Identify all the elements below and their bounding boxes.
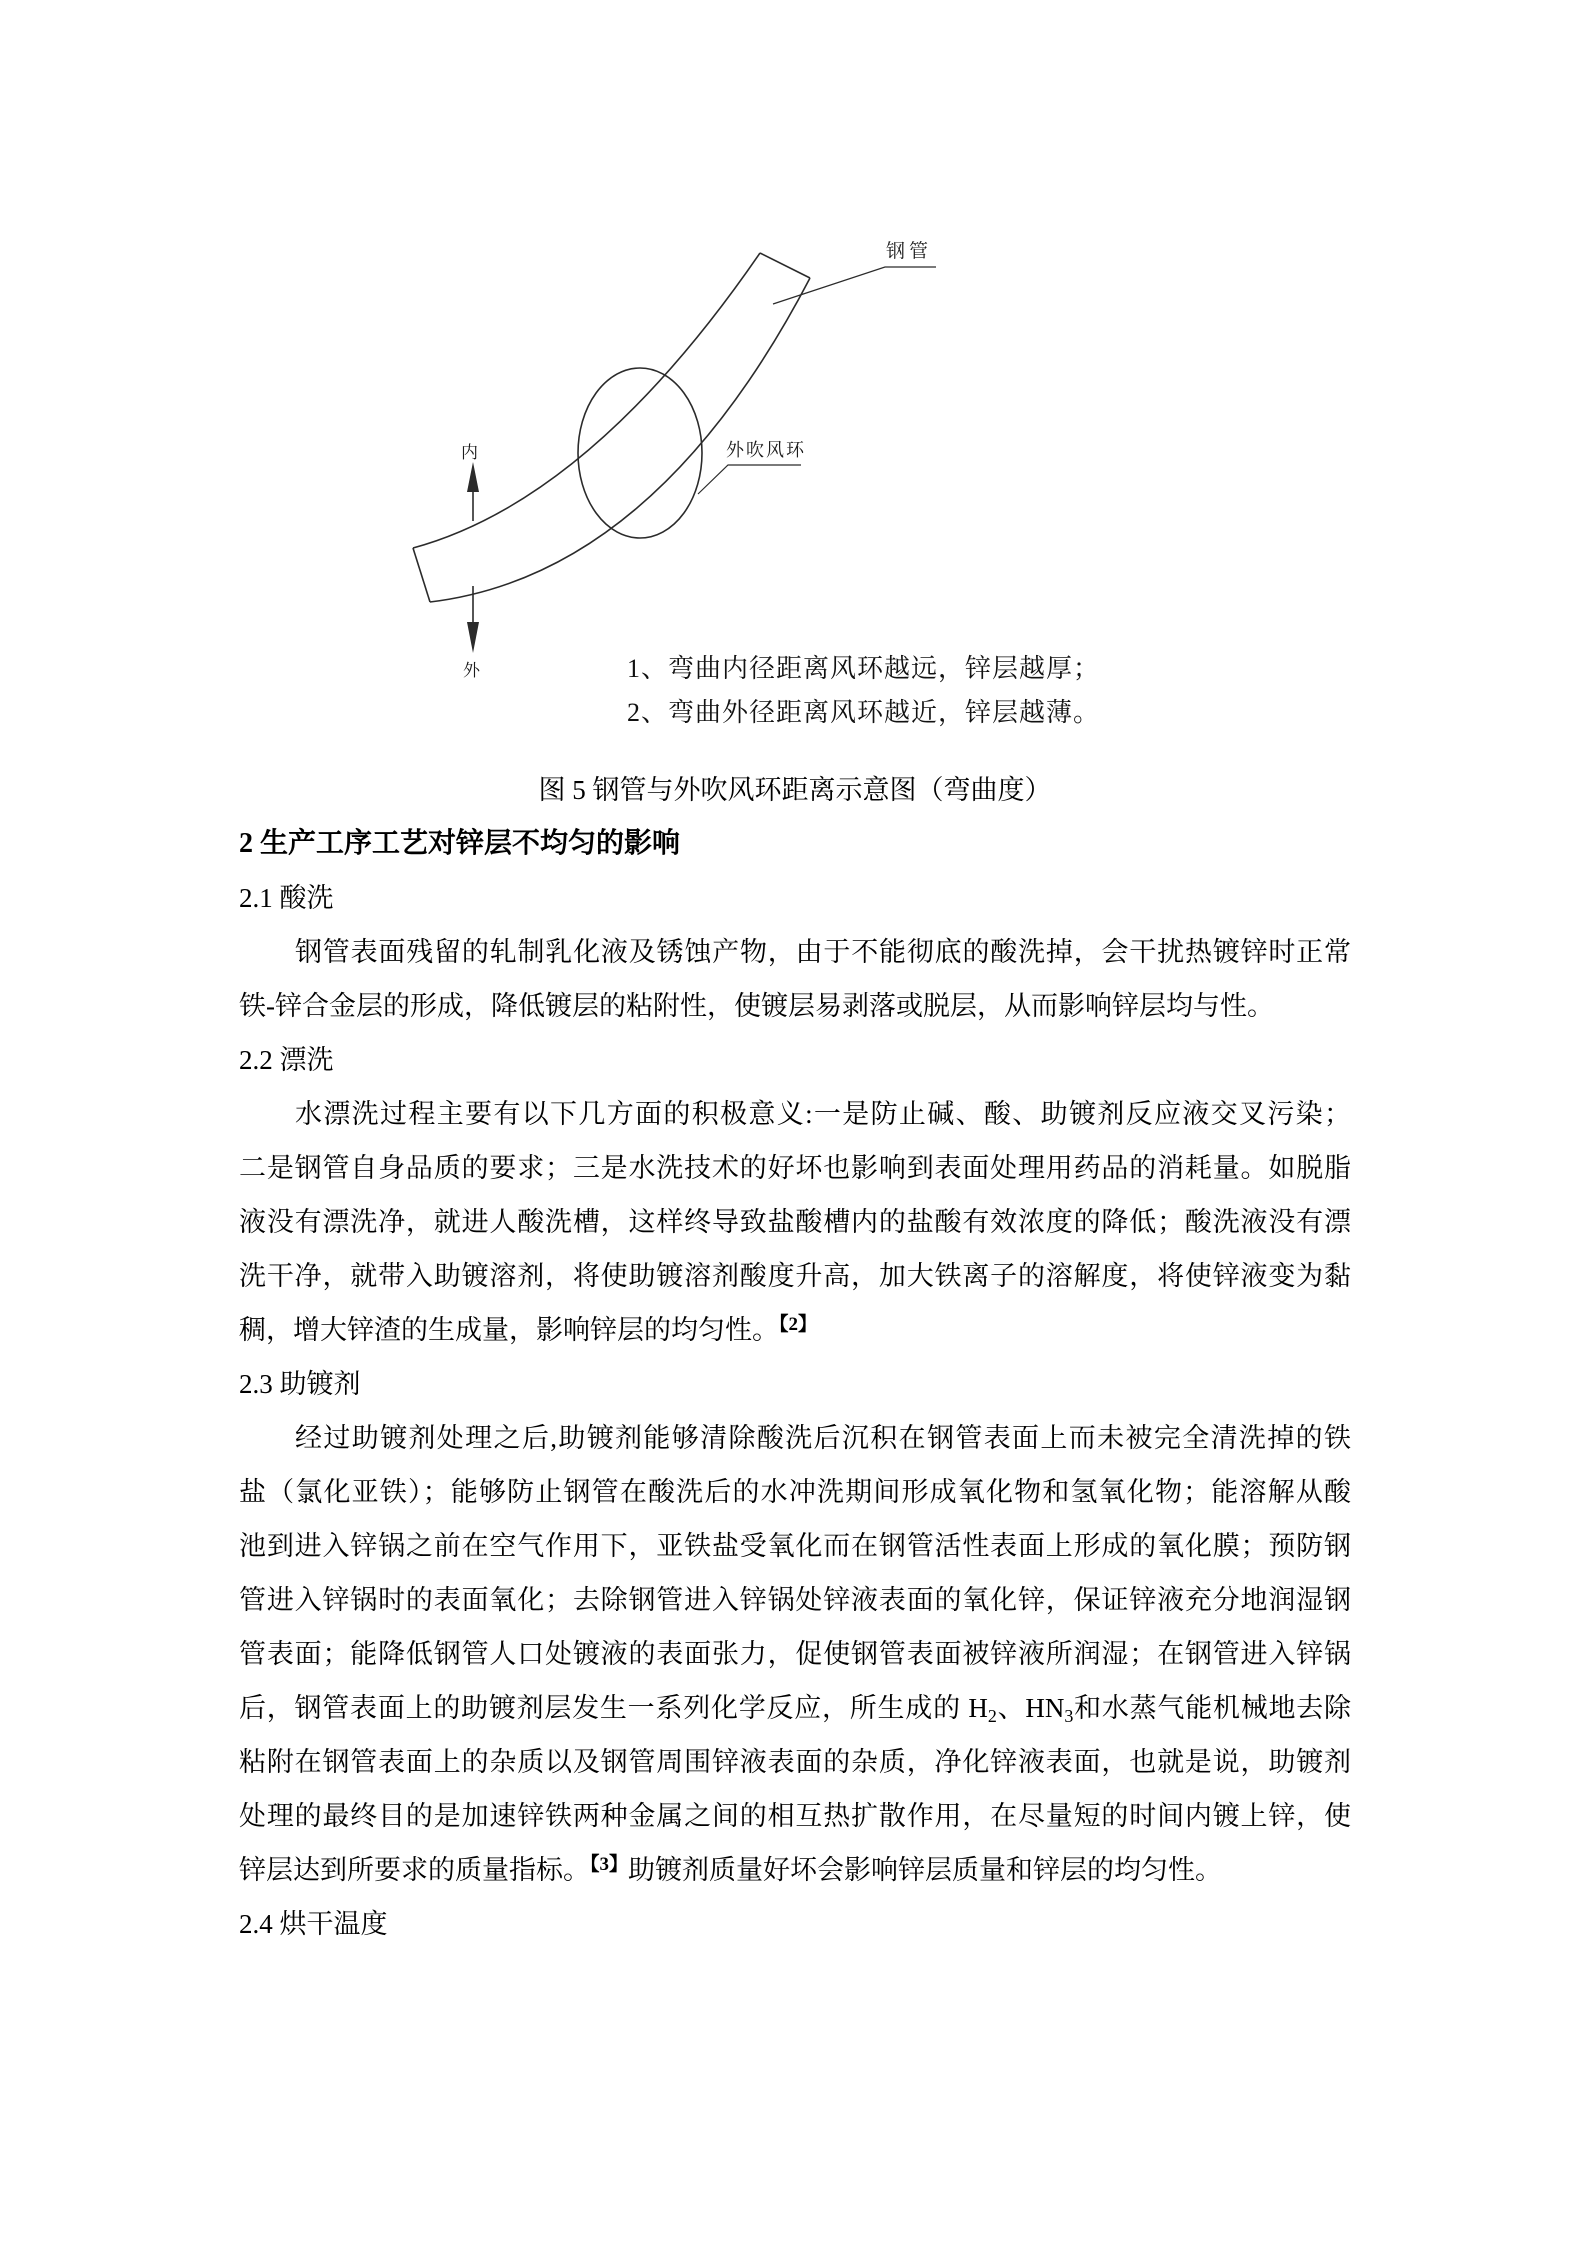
- air-ring-ellipse: [578, 368, 702, 538]
- figure-caption: 图 5 钢管与外吹风环距离示意图（弯曲度）: [538, 775, 1052, 805]
- pipe-label: 钢管: [886, 241, 933, 262]
- inner-side-label: 内: [461, 443, 478, 462]
- hn3-subscript: 3: [1064, 1706, 1074, 1726]
- h2-subscript: 2: [987, 1706, 997, 1726]
- text-block: [239, 763, 1351, 1951]
- paragraph-text: 助镀剂质量好坏会影响锌层质量和锌层的均匀性。: [628, 1855, 1223, 1885]
- figure-note-1: 1、弯曲内径距离风环越远，锌层越厚；: [627, 654, 1101, 683]
- paragraph-line: 管表面；能降低钢管人口处镀液的表面张力，促使钢管表面被锌液所润湿；在钢管进入锌锅: [239, 1639, 1351, 1669]
- subsection-title-2-4: 2.4 烘干温度: [239, 1909, 388, 1939]
- paragraph-text: 和水蒸气能机械地去除: [1073, 1693, 1351, 1723]
- paragraph-text: 后，钢管表面上的助镀剂层发生一系列化学反应，所生成的 H: [239, 1693, 988, 1723]
- paragraph-line: 池到进入锌锅之前在空气作用下，亚铁盐受氧化而在钢管活性表面上形成的氧化膜；预防钢: [239, 1531, 1351, 1561]
- inner-arrowhead-icon: [467, 462, 479, 492]
- paragraph-line: 液没有漂洗净，就进人酸洗槽，这样终导致盐酸槽内的盐酸有效浓度的降低；酸洗液没有漂: [239, 1207, 1351, 1237]
- ring-leader-line: [698, 465, 801, 494]
- paragraph-line-chemistry: [239, 1681, 1351, 1735]
- outer-arrowhead-icon: [467, 622, 479, 653]
- citation-ref-2: 【2】: [779, 1314, 818, 1335]
- paragraph-line: 钢管表面残留的轧制乳化液及锈蚀产物，由于不能彻底的酸洗掉，会干扰热镀锌时正常: [295, 937, 1351, 967]
- subsection-title-2-1: 2.1 酸洗: [239, 883, 334, 913]
- subsection-title-2-3: 2.3 助镀剂: [239, 1369, 361, 1399]
- paragraph-line: 二是钢管自身品质的要求；三是水洗技术的好坏也影响到表面处理用药品的消耗量。如脱脂: [239, 1153, 1351, 1183]
- paragraph-text: 锌层达到所要求的质量指标。: [239, 1855, 590, 1885]
- air-ring-label: 外吹风环: [726, 440, 806, 460]
- paragraph-text: 、HN: [996, 1693, 1065, 1723]
- pipe-top-edge: [413, 253, 760, 548]
- paragraph-line: 水漂洗过程主要有以下几方面的积极意义:一是防止碱、酸、助镀剂反应液交叉污染；: [295, 1099, 1351, 1129]
- paragraph-text: 稠，增大锌渣的生成量，影响锌层的均匀性。: [239, 1315, 779, 1345]
- pipe-right-endcap: [760, 253, 810, 278]
- paragraph-line: 处理的最终目的是加速锌铁两种金属之间的相互热扩散作用，在尽量短的时间内镀上锌，使: [239, 1801, 1351, 1831]
- outer-side-label: 外: [463, 661, 480, 680]
- paragraph-line: 粘附在钢管表面上的杂质以及钢管周围锌液表面的杂质，净化锌液表面，也就是说，助镀剂: [239, 1747, 1351, 1777]
- paragraph-line: 管进入锌锅时的表面氧化；去除钢管进入锌锅处锌液表面的氧化锌，保证锌液充分地润湿钢: [239, 1585, 1351, 1615]
- paragraph-line: [239, 1843, 1351, 1897]
- pipe-left-endcap: [413, 548, 430, 602]
- paragraph-line: 洗干净，就带入助镀溶剂，将使助镀溶剂酸度升高，加大铁离子的溶解度，将使锌液变为黏: [239, 1261, 1351, 1291]
- paragraph-line: [239, 1303, 1351, 1357]
- citation-ref-3: 【3】: [590, 1854, 629, 1875]
- subsection-title-2-2: 2.2 漂洗: [239, 1045, 334, 1075]
- figure-note-2: 2、弯曲外径距离风环越近，锌层越薄。: [627, 698, 1101, 727]
- paragraph-line: 盐（氯化亚铁）；能够防止钢管在酸洗后的水冲洗期间形成氧化物和氢氧化物；能溶解从酸: [239, 1477, 1351, 1507]
- paragraph-line: 铁-锌合金层的形成，降低镀层的粘附性，使镀层易剥落或脱层，从而影响锌层均与性。: [239, 991, 1274, 1021]
- paragraph-line: 经过助镀剂处理之后,助镀剂能够清除酸洗后沉积在钢管表面上而未被完全清洗掉的铁: [295, 1423, 1351, 1453]
- section-heading: 2 生产工序工艺对锌层不均匀的影响: [239, 828, 681, 859]
